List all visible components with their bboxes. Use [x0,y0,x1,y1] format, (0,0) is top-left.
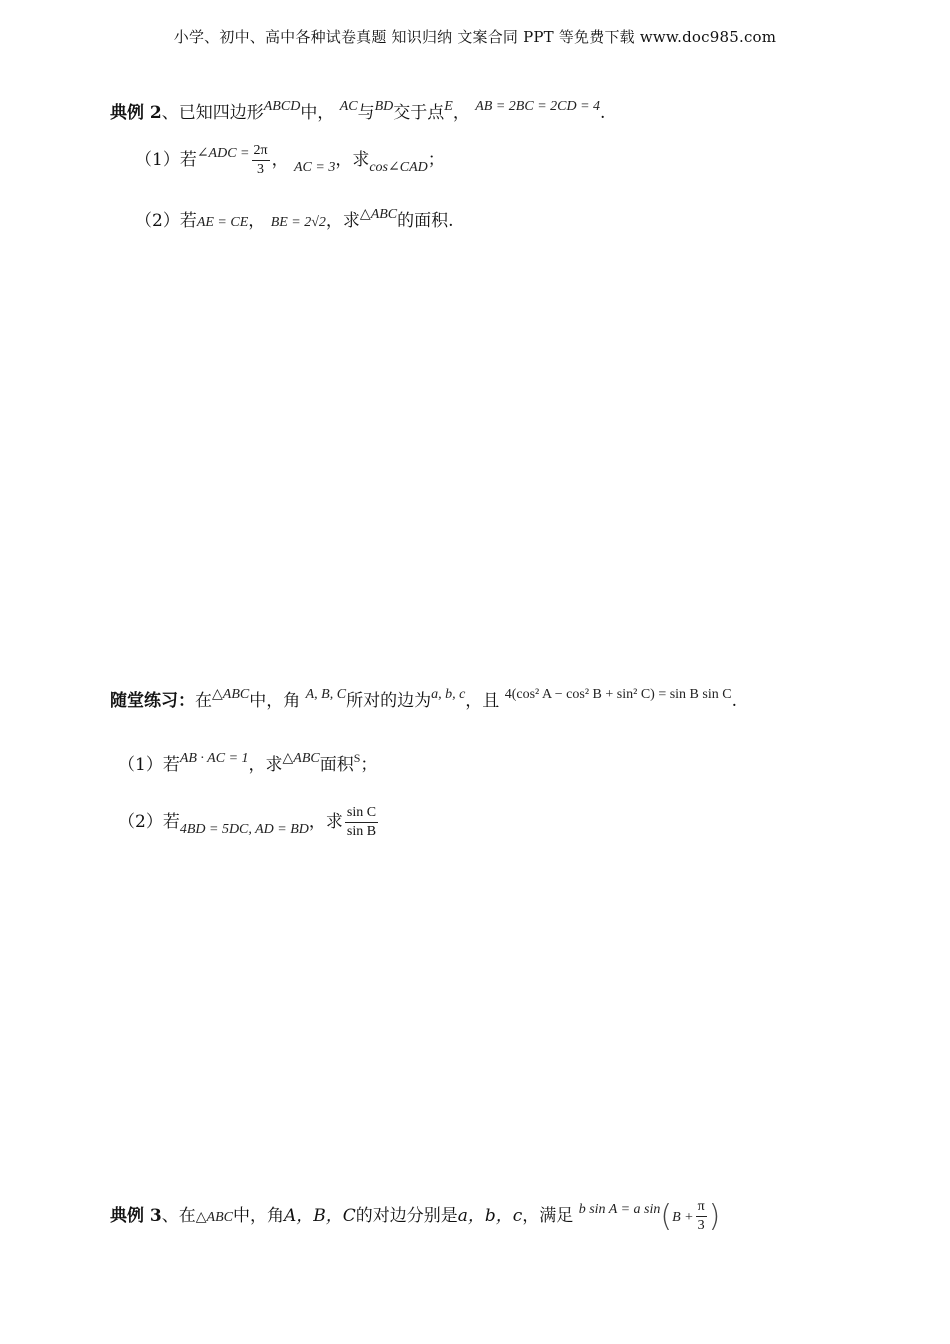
text: ，求 [335,150,370,170]
math-b-plus: B + [672,1210,694,1225]
text: ； [360,755,378,775]
math-bd: BD [374,99,394,114]
fraction-2pi-3 [252,142,270,179]
text: ， [452,103,470,123]
math-equation: 4BD = 5DC, AD = BD [179,822,309,837]
text: ，且 [465,691,500,711]
example-2-question-1 [135,142,445,179]
math-equation: 4(cos² A − cos² B + sin² C) = sin B sin C [504,687,732,702]
text: 、已知四边形 [161,103,264,123]
text: 、在 [161,1206,196,1226]
text: . [731,691,737,711]
text: ，求 [325,211,360,231]
text: ， [248,211,266,231]
text: 面积 [319,755,354,775]
math-be: BE = 2√2 [270,215,326,230]
example-2-statement [110,98,605,123]
practice-question-1 [118,750,377,775]
example-2-question-2 [135,206,454,231]
text: 的对边分别是 [355,1206,458,1226]
text: ，求 [308,812,343,832]
text: 交于点 [393,103,445,123]
math-ac-3: AC = 3 [294,160,336,175]
math-triangle: △ABC [195,1210,233,1225]
text: （2）若 [135,211,197,231]
text: （1）若 [118,755,180,775]
text: 与 [357,103,375,123]
text: 中， [300,103,335,123]
fraction-sinc-sinb [345,804,378,841]
text: （2）若 [118,812,180,832]
math-dot-product: AB · AC = 1 [179,751,249,766]
math-triangle: △ABC [212,687,250,702]
text: ， [271,150,289,170]
fraction-numerator: sin C [345,804,378,823]
math-cos: cos∠CAD [369,160,428,175]
page-header: 小学、初中、高中各种试卷真题 知识归纳 文案合同 PPT 等免费下载 www.doc985.com [173,28,777,46]
text-sides: a，b，c [457,1206,523,1226]
fraction-denominator: 3 [697,1218,705,1233]
text: 中，角 [232,1206,284,1226]
math-equation: b sin A = a sin [578,1202,661,1217]
math-angles: A, B, C [305,687,347,702]
text: 所对的边为 [346,691,432,711]
fraction-numerator: π [696,1198,707,1217]
math-abcd: ABCD [263,99,301,114]
text: 在 [195,691,212,711]
example-3-statement [110,1198,720,1235]
fraction-denominator: sin B [346,824,377,839]
math-sides: a, b, c [431,687,466,702]
text: 的面积. [397,211,454,231]
math-equation: AB = 2BC = 2CD = 4 [475,99,601,114]
example-2-label: 典例 2 [110,103,162,123]
text: ； [427,150,445,170]
text: （1）若 [135,150,197,170]
text: ，求 [248,755,283,775]
practice-statement [110,686,737,711]
close-paren: ) [708,1199,721,1234]
text: . [600,103,606,123]
fraction-numerator: 2π [252,142,270,161]
math-triangle: △ABC [359,207,398,222]
fraction-pi-3 [696,1198,707,1235]
math-e: E [444,99,453,114]
open-paren: ( [660,1199,673,1234]
math-angle: ∠ADC = [196,146,250,161]
math-triangle: △ABC [282,751,320,766]
math-ac: AC [339,99,358,114]
math-ae-ce: AE = CE [196,215,249,230]
practice-label: 随堂练习： [110,691,195,711]
practice-question-2 [118,804,380,841]
text: ，满足 [522,1206,574,1226]
example-3-label: 典例 3 [110,1206,162,1226]
text-angles: A，B，C [283,1206,356,1226]
math-s: S [353,751,361,765]
text: 中，角 [249,691,301,711]
fraction-denominator: 3 [257,162,265,177]
